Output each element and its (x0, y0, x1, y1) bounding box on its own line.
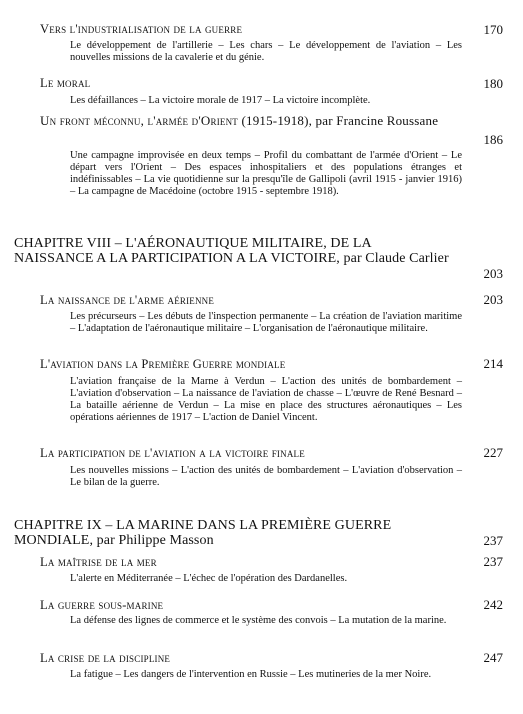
chapter-author: par Philippe Masson (96, 533, 214, 548)
toc-page-number: 237 (483, 554, 503, 569)
chapter-page-number: 203 (483, 266, 503, 281)
toc-page-number: 214 (483, 356, 503, 371)
toc-section-author: (1915-1918), par Francine Roussane (241, 113, 439, 128)
toc-page-number: 247 (483, 650, 503, 665)
toc-section-description: La défense des lignes de commerce et le système des convois – La mutation de la marine. (70, 615, 447, 626)
toc-section-description: Les défaillances – La victoire morale de 1917 – La victoire incomplète. (70, 95, 371, 106)
toc-section-title: Un front méconnu, l'armée d'Orient (40, 113, 239, 128)
toc-section-title-block (40, 114, 470, 128)
toc-page-number: 242 (483, 597, 503, 612)
toc-page-number: 227 (483, 445, 503, 460)
toc-page-number: 170 (483, 22, 503, 37)
chapter-author: par Claude Carlier (343, 251, 449, 266)
chapter-title: CHAPITRE IX – LA MARINE DANS LA PREMIÈRE GUERRE MONDIALE, (14, 518, 392, 548)
toc-section-description: Une campagne improvisée en deux temps – Profil du combattant de l'armée d'Orient – Le départ vers l'Orient – Des espaces inhospitaliers et des populations étranges et indéfinissables – La vie quotidienne sur la presqu'île de Gallipoli (avril 1915 - janvier 1916) – La campagne de Macédoine (octobre 1915 - septembre 1918). (70, 150, 462, 197)
toc-page-number: 180 (483, 76, 503, 91)
chapter-title-block (14, 236, 454, 266)
toc-section-title: La guerre sous-marine (40, 598, 164, 612)
chapter-title-block (14, 518, 454, 548)
toc-section-title: Vers l'industrialisation de la guerre (40, 22, 243, 36)
chapter-page-number: 237 (483, 533, 503, 548)
toc-section-title: La maîtrise de la mer (40, 555, 157, 569)
toc-section-title: L'aviation dans la Première Guerre mondiale (40, 357, 286, 371)
toc-section-title: La participation de l'aviation a la victoire finale (40, 446, 305, 460)
toc-section-title: Le moral (40, 76, 91, 90)
toc-section-description: Les précurseurs – Les débuts de l'inspection permanente – La création de l'aviation maritime – L'adaptation de l'aéronautique militaire – L'organisation de l'aéronautique militaire. (70, 311, 462, 334)
toc-section-title: La naissance de l'arme aérienne (40, 293, 215, 307)
toc-section-description: Le développement de l'artillerie – Les chars – Le développement de l'aviation – Les nouvelles missions de la cavalerie et du génie. (70, 40, 462, 63)
toc-section-description: L'alerte en Méditerranée – L'échec de l'opération des Dardanelles. (70, 573, 348, 584)
toc-section-description: Les nouvelles missions – L'action des unités de bombardement – L'aviation d'observation – Le bilan de la guerre. (70, 465, 462, 488)
toc-section-title: La crise de la discipline (40, 651, 171, 665)
toc-page-number: 186 (483, 132, 503, 147)
chapter-title: CHAPITRE VIII – L'AÉRONAUTIQUE MILITAIRE, DE LA NAISSANCE A LA PARTICIPATION A LA VICTOIRE, (14, 236, 371, 266)
toc-section-description: La fatigue – Les dangers de l'intervention en Russie – Les mutineries de la mer Noire. (70, 669, 432, 680)
toc-section-description: L'aviation française de la Marne à Verdun – L'action des unités de bombardement – L'aviation d'observation – La naissance de l'aviation de chasse – L'œuvre de René Besnard – La bataille aérienne de Verdun – La mise en place des structures aéronautiques – Les opérations aériennes de 1917 – L'action de Daniel Vincent. (70, 376, 462, 423)
toc-page-number: 203 (483, 292, 503, 307)
